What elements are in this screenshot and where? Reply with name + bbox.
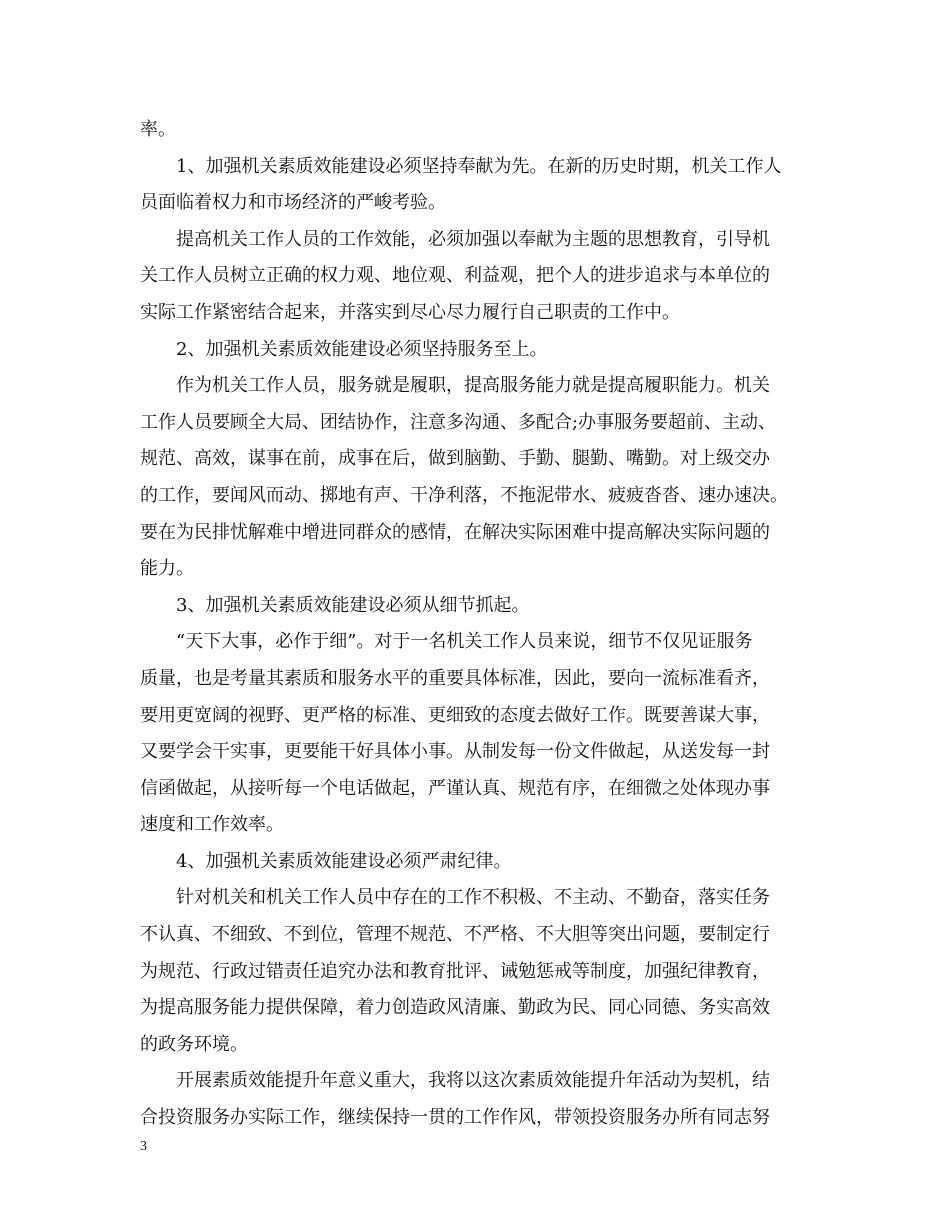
text-line: 实际工作紧密结合起来，并落实到尽心尽力履行自己职责的工作中。 — [140, 301, 680, 323]
document-body — [140, 112, 820, 1137]
text-line: 不认真、不细致、不到位，管理不规范、不严格、不大胆等突出问题，要制定行 — [140, 924, 770, 946]
text-line: 质量，也是考量其素质和服务水平的重要具体标准，因此，要向一流标准看齐， — [140, 667, 770, 689]
heading-line: 3、加强机关素质效能建设必须从细节抓起。 — [176, 594, 530, 616]
text-line: 为提高服务能力提供保障，着力创造政风清廉、勤政为民、同心同德、务实高效 — [140, 997, 770, 1019]
text-line: 合投资服务办实际工作，继续保持一贯的工作作风，带领投资服务办所有同志努 — [140, 1107, 770, 1129]
text-line: 关工作人员树立正确的权力观、地位观、利益观，把个人的进步追求与本单位的 — [140, 265, 770, 287]
text-line: 又要学会干实事，更要能干好具体小事。从制发每一份文件做起，从送发每一封 — [140, 741, 770, 763]
heading-line: 4、加强机关素质效能建设必须严肃纪律。 — [176, 850, 512, 872]
text-line: 的工作，要闻风而动、掷地有声、干净利落，不拖泥带水、疲疲沓沓、速办速决。 — [140, 484, 788, 506]
heading-line: 2、加强机关素质效能建设必须坚持服务至上。 — [176, 338, 548, 360]
text-line: 的政务环境。 — [140, 1033, 248, 1055]
paragraph-start-line: 作为机关工作人员，服务就是履职，提高服务能力就是提高履职能力。机关 — [176, 375, 770, 397]
text-line: 率。 — [140, 119, 176, 140]
text-line: 员面临着权力和市场经济的严峻考验。 — [140, 192, 446, 214]
paragraph-start-line: “天下大事，必作于细”。对于一名机关工作人员来说，细节不仅见证服务 — [176, 631, 753, 653]
text-line: 要用更宽阔的视野、更严格的标准、更细致的态度去做好工作。既要善谋大事， — [140, 704, 770, 726]
text-line: 信函做起，从接听每一个电话做起，严谨认真、规范有序，在细微之处体现办事 — [140, 777, 770, 799]
text-line: 要在为民排忧解难中增进同群众的感情，在解决实际困难中提高解决实际问题的 — [140, 521, 770, 543]
text-line: 速度和工作效率。 — [140, 814, 284, 836]
paragraph-start-line: 针对机关和机关工作人员中存在的工作不积极、不主动、不勤奋，落实任务 — [176, 887, 770, 909]
paragraph-start-line: 开展素质效能提升年意义重大，我将以这次素质效能提升年活动为契机，结 — [176, 1070, 770, 1092]
heading-line: 1、加强机关素质效能建设必须坚持奉献为先。在新的历史时期，机关工作人 — [176, 155, 782, 177]
paragraph-start-line: 提高机关工作人员的工作效能，必须加强以奉献为主题的思想教育，引导机 — [176, 228, 770, 250]
page-number: 3 — [140, 1139, 147, 1154]
text-line: 规范、高效，谋事在前，成事在后，做到脑勤、手勤、腿勤、嘴勤。对上级交办 — [140, 448, 770, 470]
text-line: 能力。 — [140, 558, 194, 580]
text-line: 为规范、行政过错责任追究办法和教育批评、诫勉惩戒等制度，加强纪律教育， — [140, 960, 770, 982]
text-line: 工作人员要顾全大局、团结协作，注意多沟通、多配合;办事服务要超前、主动、 — [140, 411, 777, 433]
